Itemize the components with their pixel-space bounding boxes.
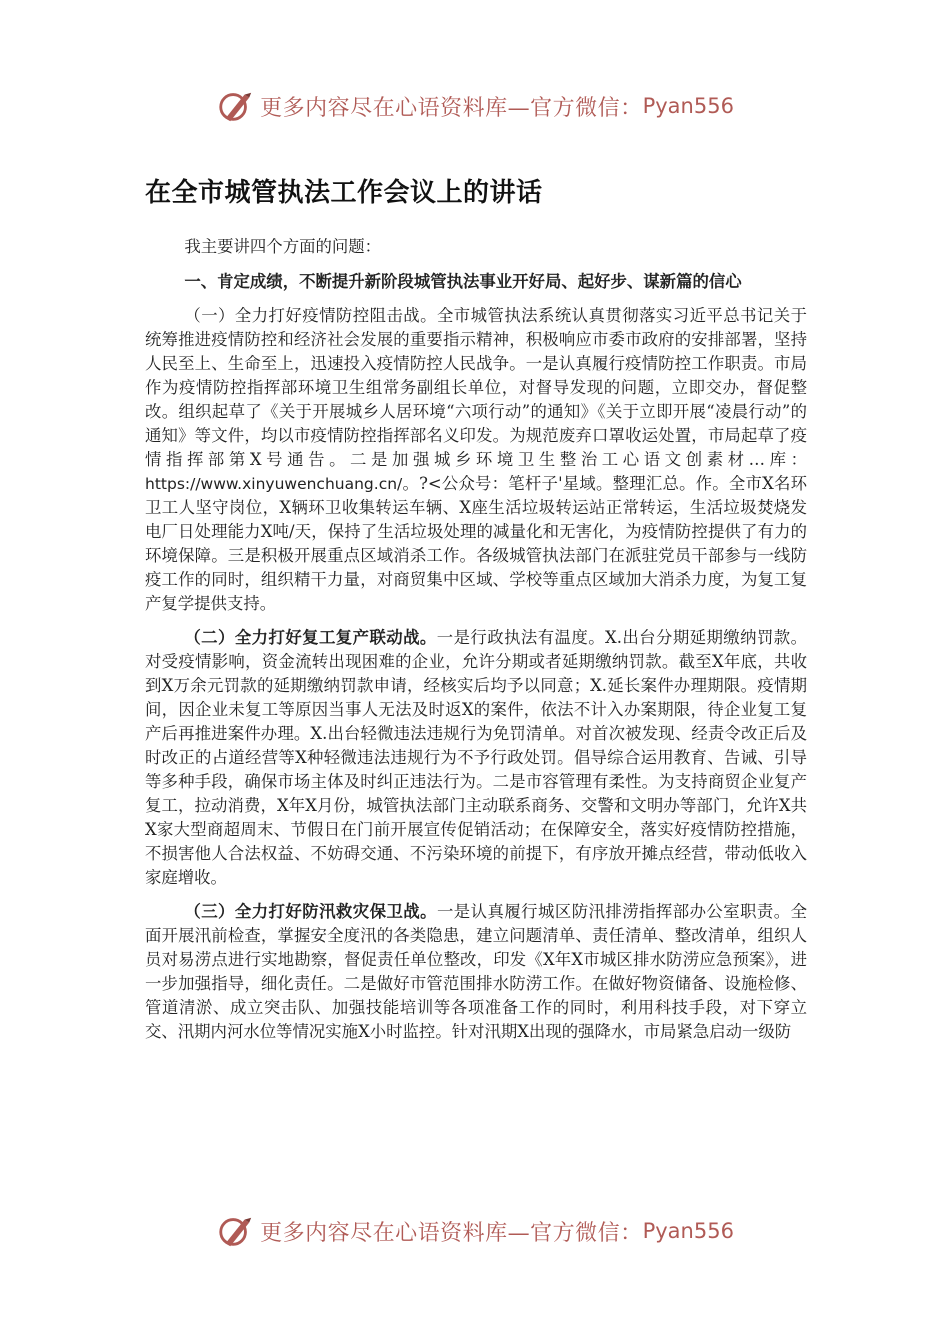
paragraph-flood: [145, 900, 807, 1044]
section-heading-1: 一、肯定成绩，不断提升新阶段城管执法事业开好局、起好步、谋新篇的信心: [184, 272, 742, 291]
paragraph-text-cont: 。?<公众号：笔杆子'星域。整理汇总。作。全市X名环卫工人坚守岗位，X辆环卫收集转运车辆、X座生活垃圾转运站正常转运，生活垃圾焚烧发电厂日处理能力X吨/天，保持了生活垃圾处理的减量化和无害化，为疫情防控提供了有力的环境保障。三是积极开展重点区域消杀工作。各级城管执法部门在派驻党员干部参与一线防疫工作的同时，组织精干力量，对商贸集中区域、学校等重点区域加大消杀力度，为复工复产复学提供支持。: [145, 474, 807, 613]
footer-watermark-banner: [0, 1209, 950, 1253]
document-title: 在全市城管执法工作会议上的讲话: [145, 178, 543, 208]
paragraph-epidemic: [145, 304, 807, 616]
pen-in-circle-icon: [216, 1212, 254, 1250]
header-watermark-banner: [0, 84, 950, 128]
banner-text: 更多内容尽在心语资料库—官方微信：: [260, 1220, 643, 1246]
source-url: https://www.xinyuwenchuang.cn/: [145, 475, 403, 493]
banner-wechat-id: Pyan556: [642, 1219, 734, 1243]
paragraph-text: （一）全力打好疫情防控阻击战。全市城管执法系统认真贯彻落实习近平总书记关于统筹推进疫情防控和经济社会发展的重要指示精神，积极响应市委市政府的安排部署，坚持人民至上、生命至上，迅速投入疫情防控人民战争。一是认真履行疫情防控工作职责。市局作为疫情防控指挥部环境卫生组常务副组长单位，对督导发现的问题，立即交办，督促整改。组织起草了《关于开展城乡人居环境“六项行动”的通知》《关于立即开展“凌晨行动”的通知》等文件，均以市疫情防控指挥部名义印发。为规范废弃口罩收运处置，市局起草了疫情指挥部第X号通告。二是加强城乡环境卫生整治工心语文创素材…库：: [145, 306, 807, 469]
subheading-resumption: （二）全力打好复工复产联动战。: [184, 628, 437, 647]
banner-text: 更多内容尽在心语资料库—官方微信：: [260, 95, 643, 121]
banner-wechat-id: Pyan556: [642, 94, 734, 118]
intro-paragraph: 我主要讲四个方面的问题：: [184, 237, 382, 256]
subheading-flood: （三）全力打好防汛救灾保卫战。: [184, 902, 437, 921]
pen-in-circle-icon: [216, 87, 254, 125]
paragraph-resumption: [145, 626, 807, 890]
document-body: [145, 172, 807, 1054]
paragraph-text: 一是行政执法有温度。X.出台分期延期缴纳罚款。对受疫情影响，资金流转出现困难的企业，允许分期或者延期缴纳罚款。截至X年底，共收到X万余元罚款的延期缴纳罚款申请，经核实后均予以同意；X.延长案件办理期限。疫情期间，因企业未复工等原因当事人无法及时返X的案件，依法不计入办案期限，待企业复工复产后再推进案件办理。X.出台轻微违法违规行为免罚清单。对首次被发现、经责令改正后及时改正的占道经营等X种轻微违法违规行为不予行政处罚。倡导综合运用教育、告诫、引导等多种手段，确保市场主体及时纠正违法行为。二是市容管理有柔性。为支持商贸企业复产复工，拉动消费，X年X月份，城管执法部门主动联系商务、交警和文明办等部门，允许X共X家大型商超周末、节假日在门前开展宣传促销活动；在保障安全，落实好疫情防控措施，不损害他人合法权益、不妨碍交通、不污染环境的前提下，有序放开摊点经营，带动低收入家庭增收。: [145, 628, 807, 887]
paragraph-text: 一是认真履行城区防汛排涝指挥部办公室职责。全面开展汛前检查，掌握安全度汛的各类隐患，建立问题清单、责任清单、整改清单，组织人员对易涝点进行实地勘察，督促责任单位整改，印发《X年X市城区排水防涝应急预案》，进一步加强指导，细化责任。二是做好市管范围排水防涝工作。在做好物资储备、设施检修、管道清淤、成立突击队、加强技能培训等各项准备工作的同时，利用科技手段，对下穿立交、汛期内河水位等情况实施X小时监控。针对汛期X出现的强降水，市局紧急启动一级防: [145, 902, 808, 1041]
